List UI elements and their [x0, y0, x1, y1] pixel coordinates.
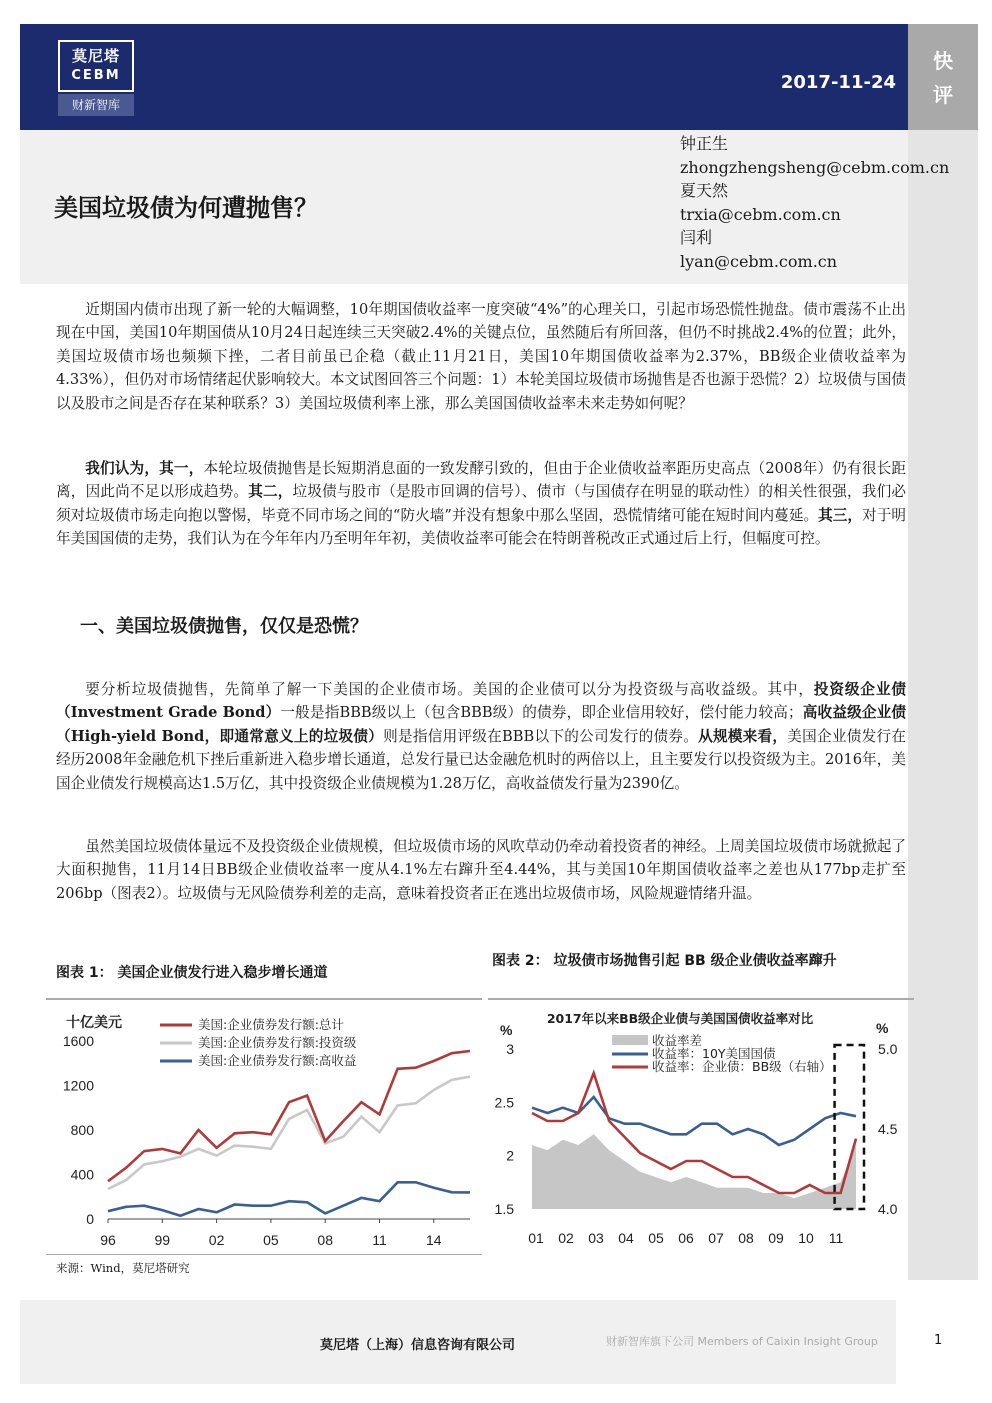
x-tick-label: 01	[528, 1230, 544, 1246]
bold-run: 投资级企业债（Investment Grade Bond）	[56, 681, 906, 722]
source-divider	[46, 1254, 482, 1255]
side-band	[908, 130, 978, 1280]
y2-axis-label: %	[876, 1020, 889, 1036]
spread-area	[532, 1134, 856, 1209]
text-run: 垃圾债与股市（是股市回调的信号）、债市（与国债存在明显的联动性）的相关性很强，我们必须对垃圾债市场走向抱以警惕，毕竟不同市场之间的“防火墙”并没有想象中那么坚固，恐慌情绪可能在短时间内蔓延。	[56, 483, 906, 524]
series-line	[108, 1182, 470, 1215]
bold-run: 我们认为，其一，	[85, 460, 204, 477]
x-tick-label: 06	[678, 1230, 694, 1246]
bold-run: 高收益级企业债（High-yield Bond，即通常意义上的垃圾债）	[56, 704, 906, 745]
x-tick-label: 08	[738, 1230, 754, 1246]
legend-label: 收益率差	[652, 1033, 703, 1048]
y-tick-label: 1200	[62, 1077, 94, 1094]
legend-swatch	[612, 1035, 648, 1045]
x-tick-label: 02	[208, 1232, 225, 1248]
section-heading: 一、美国垃圾债抛售，仅仅是恐慌？	[80, 616, 368, 637]
x-tick-label: 02	[558, 1230, 574, 1246]
y-tick-label: 400	[70, 1166, 94, 1183]
tag-line-2: 评	[933, 83, 953, 107]
legend-label: 美国:企业债券发行额:投资级	[198, 1035, 357, 1050]
y-tick-label: 3	[506, 1041, 514, 1057]
x-tick-label: 05	[648, 1230, 664, 1246]
paragraph-intro: 近期国内债市出现了新一轮的大幅调整，10年期国债收益率一度突破“4%”的心理关口，引起市场恐慌性抛盘。债市震荡不止出现在中国，美国10年期国债从10月24日起连续三天突破2.4%的关键点位，虽然随后有所回落，但仍不时挑战2.4%的位置；此外，美国垃圾债市场也频频下挫，二者目前虽已企稳（截止11月21日，美国10年期国债收益率为2.37%，BB级企业债收益率为4.33%），但仍对市场情绪起伏影响较大。本文试图回答三个问题：1）本轮美国垃圾债市场抛售是否也源于恐慌？2）垃圾债与国债以及股市之间是否存在某种联系？3）美国垃圾债利率上涨，那么美国国债收益率未来走势如何呢？	[56, 301, 906, 412]
legend-label: 美国:企业债券发行额:高收益	[198, 1053, 357, 1068]
paragraph-market-overview	[56, 678, 906, 795]
source-note: 来源：Wind，莫尼塔研究	[56, 1261, 190, 1275]
x-tick-label: 10	[798, 1230, 814, 1246]
page-number: 1	[934, 1333, 943, 1348]
y-axis-label: %	[500, 1022, 513, 1038]
report-date: 2017-11-24	[780, 72, 896, 93]
author-name: 闫利	[680, 228, 713, 247]
x-tick-label: 09	[768, 1230, 784, 1246]
y-tick-label: 1600	[62, 1033, 94, 1049]
bold-run: 其二，	[248, 483, 293, 501]
logo-cn: 莫尼塔	[71, 47, 120, 65]
paragraph-selloff: 虽然美国垃圾债体量远不及投资级企业债规模，但垃圾债市场的风吹草动仍牵动着投资者的神经。上周美国垃圾债市场就掀起了大面积抛售，11月14日BB级企业债收益率一度从4.1%左右蹿升至4.44%，其与美国10年期国债收益率之差也从177bp走扩至206bp（图表2）。垃圾债与无风险债券利差的走高，意味着投资者正在逃出垃圾债市场，风险规避情绪升温。	[56, 838, 906, 902]
author-email-link[interactable]: lyan@cebm.com.cn	[680, 251, 838, 271]
y2-tick-label: 4.0	[878, 1201, 898, 1217]
y-axis-label: 十亿美元	[66, 1014, 122, 1030]
y-tick-label: 0	[86, 1211, 94, 1227]
figure2-divider	[488, 998, 914, 1000]
text-run: 对于明年美国国债的走势，我们认为在今年年内乃至明年年初，美债收益率可能会在特朗普税改正式通过后上行，但幅度可控。	[56, 506, 906, 548]
paragraph-conclusion	[56, 457, 906, 551]
series-line	[108, 1077, 470, 1189]
legend-label: 收益率：企业债：BB级（右轴）	[652, 1059, 832, 1074]
author-name: 钟正生	[680, 134, 729, 153]
x-tick-label: 99	[154, 1232, 171, 1248]
y-tick-label: 1.5	[494, 1201, 514, 1217]
y-tick-label: 2.5	[494, 1094, 514, 1111]
report-type-tag	[908, 24, 978, 130]
x-tick-label: 07	[708, 1230, 724, 1246]
text-run: 则是指信用评级在BBB以下的公司发行的债券。	[383, 727, 699, 745]
y-tick-label: 2	[506, 1147, 514, 1164]
figure1-caption: 图表 1： 美国企业债发行进入稳步增长通道	[56, 965, 328, 981]
x-tick-label: 05	[263, 1232, 279, 1248]
cebm-logo	[58, 40, 134, 92]
x-tick-label: 96	[100, 1232, 116, 1248]
legend-label: 收益率：10Y美国国债	[652, 1046, 776, 1061]
footer-member-note: 财新智库旗下公司 Members of Caixin Insight Group	[606, 1335, 878, 1348]
chart-bb-vs-treasury-yield	[490, 1005, 910, 1250]
y-tick-label: 800	[70, 1122, 94, 1138]
header-bar	[20, 24, 908, 130]
author-name: 夏天然	[680, 181, 729, 200]
x-tick-label: 11	[372, 1232, 387, 1248]
legend-label: 美国:企业债券发行额:总计	[198, 1017, 344, 1032]
y2-tick-label: 5.0	[878, 1041, 898, 1057]
y2-tick-label: 4.5	[878, 1121, 898, 1137]
x-tick-label: 04	[618, 1230, 634, 1246]
logo-en: CEBM	[71, 68, 121, 83]
author-email-link[interactable]: zhongzhengsheng@cebm.com.cn	[680, 157, 950, 177]
x-tick-label: 03	[588, 1230, 604, 1246]
text-run: 要分析垃圾债抛售，先简单了解一下美国的企业债市场。美国的企业债可以分为投资级与高收益级。其中，	[85, 681, 814, 698]
figure1-divider	[46, 998, 482, 1000]
bold-run: 其三，	[818, 506, 863, 524]
text-run: 一般是指BBB级以上（包含BBB级）的债券，即企业信用较好，偿付能力较高；	[280, 704, 803, 722]
tag-line-1: 快	[933, 49, 953, 73]
chart-corporate-bond-issuance	[56, 1005, 476, 1250]
figure2-caption: 图表 2： 垃圾债市场抛售引起 BB 级企业债收益率蹿升	[492, 953, 837, 969]
x-tick-label: 11	[828, 1230, 844, 1246]
text-run: 美国企业债发行在经历2008年金融危机下挫后重新进入稳步增长通道，总发行量已达金融危机时的两倍以上，且主要发行以投资级为主。2016年，美国企业债发行规模高达1.5万亿，其中投资级企业债规模为1.28万亿，高收益债发行量为2390亿。	[56, 727, 906, 792]
footer-company: 莫尼塔（上海）信息咨询有限公司	[320, 1338, 516, 1353]
x-tick-label: 14	[426, 1232, 442, 1248]
x-tick-label: 08	[317, 1232, 333, 1248]
author-block	[680, 132, 949, 273]
author-email-link[interactable]: trxia@cebm.com.cn	[680, 204, 841, 224]
logo-subtitle: 财新智库	[58, 94, 134, 116]
bold-run: 从规模来看，	[698, 727, 788, 745]
text-run: 本轮垃圾债抛售是长短期消息面的一致发酵引致的，但由于企业债收益率距历史高点（2008年）仍有很长距离，因此尚不足以形成趋势。	[56, 460, 906, 501]
page-title: 美国垃圾债为何遭抛售？	[54, 194, 318, 222]
chart-title: 2017年以来BB级企业债与美国国债收益率对比	[546, 1011, 814, 1026]
